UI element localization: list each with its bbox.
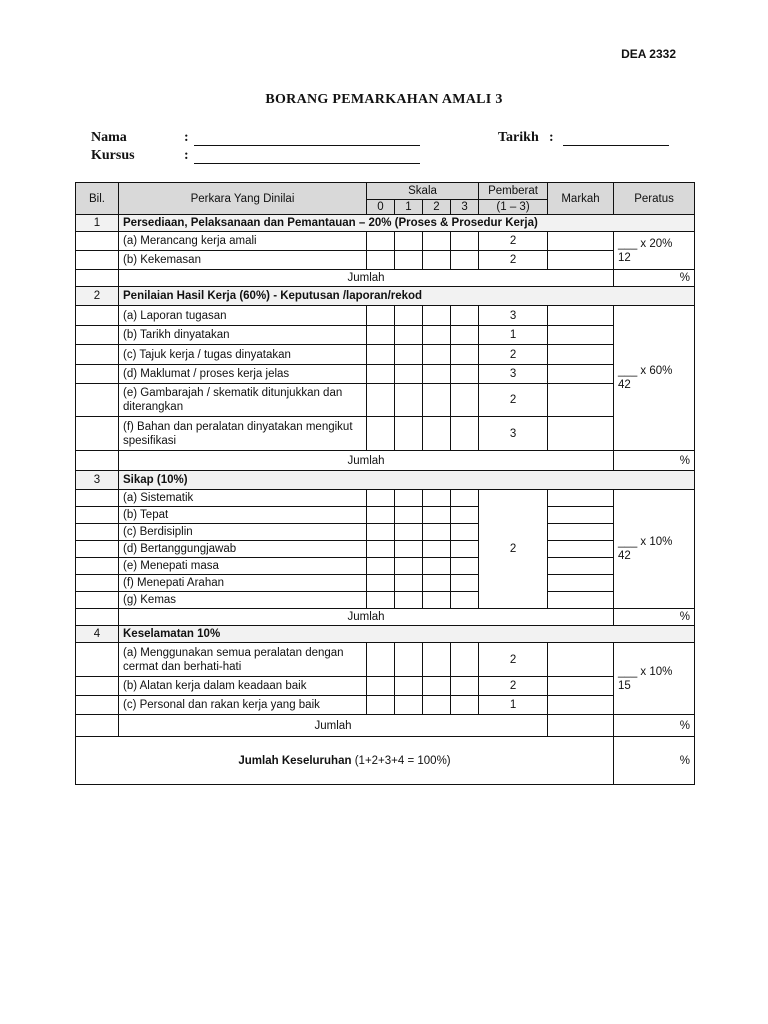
- scale-cell[interactable]: [367, 575, 395, 592]
- scale-cell[interactable]: [367, 558, 395, 575]
- jumlah-label: Jumlah: [119, 609, 614, 626]
- grand-total-label: Jumlah Keseluruhan: [238, 754, 352, 767]
- weight-cell: 3: [479, 306, 548, 326]
- scale-cell[interactable]: [451, 558, 479, 575]
- scale-cell[interactable]: [395, 541, 423, 558]
- criterion-label: (b) Tepat: [119, 507, 367, 524]
- scale-cell[interactable]: [395, 558, 423, 575]
- jumlah-percent: %: [614, 270, 695, 287]
- scale-cell[interactable]: [451, 490, 479, 507]
- criterion-label: (a) Sistematik: [119, 490, 367, 507]
- bil-cell: [76, 232, 119, 251]
- bil-cell: [76, 677, 119, 696]
- peratus-formula: ___ x 10%: [618, 665, 673, 678]
- header-pemberat: Pemberat: [479, 183, 548, 200]
- nama-label: Nama: [91, 130, 127, 145]
- scale-cell[interactable]: [395, 326, 423, 345]
- scale-cell[interactable]: [423, 696, 451, 715]
- section-number: 1: [76, 215, 119, 232]
- criterion-label: (e) Menepati masa: [119, 558, 367, 575]
- section-title: Persediaan, Pelaksanaan dan Pemantauan – 20% (Proses & Prosedur Kerja): [119, 215, 695, 232]
- scale-cell[interactable]: [451, 575, 479, 592]
- markah-cell[interactable]: [548, 592, 614, 609]
- scale-cell[interactable]: [423, 384, 451, 417]
- bil-cell: [76, 541, 119, 558]
- bil-cell: [76, 490, 119, 507]
- markah-cell[interactable]: [548, 326, 614, 345]
- header-peratus: Peratus: [614, 183, 695, 215]
- bil-cell: [76, 451, 119, 471]
- scale-cell[interactable]: [423, 306, 451, 326]
- markah-cell[interactable]: [548, 251, 614, 270]
- criterion-label: (c) Berdisiplin: [119, 524, 367, 541]
- scale-cell[interactable]: [367, 417, 395, 451]
- scale-cell[interactable]: [367, 592, 395, 609]
- scale-cell[interactable]: [395, 384, 423, 417]
- bil-cell: [76, 558, 119, 575]
- markah-cell[interactable]: [548, 541, 614, 558]
- scale-cell[interactable]: [395, 677, 423, 696]
- weight-cell: 1: [479, 326, 548, 345]
- scale-cell[interactable]: [367, 643, 395, 677]
- peratus-cell: [614, 232, 695, 270]
- markah-cell[interactable]: [548, 677, 614, 696]
- scale-cell[interactable]: [395, 592, 423, 609]
- criterion-label: (d) Maklumat / proses kerja jelas: [119, 365, 367, 384]
- header-markah: Markah: [548, 183, 614, 215]
- scale-cell[interactable]: [451, 696, 479, 715]
- bil-cell: [76, 365, 119, 384]
- tarikh-colon: :: [549, 130, 554, 145]
- scale-cell[interactable]: [451, 326, 479, 345]
- bil-cell: [76, 326, 119, 345]
- scale-cell[interactable]: [423, 677, 451, 696]
- scale-cell[interactable]: [423, 251, 451, 270]
- peratus-formula: ___ x 60%: [618, 365, 673, 377]
- bil-cell: [76, 715, 119, 737]
- scale-cell[interactable]: [395, 524, 423, 541]
- criterion-label: (f) Menepati Arahan: [119, 575, 367, 592]
- peratus-formula: ___ x 10%: [618, 536, 673, 548]
- bil-cell: [76, 524, 119, 541]
- scale-cell[interactable]: [423, 575, 451, 592]
- scale-cell[interactable]: [395, 417, 423, 451]
- scale-cell[interactable]: [367, 365, 395, 384]
- bil-cell: [76, 251, 119, 270]
- scale-cell[interactable]: [367, 306, 395, 326]
- scale-cell[interactable]: [423, 592, 451, 609]
- section-number: 4: [76, 626, 119, 643]
- section-title: Penilaian Hasil Kerja (60%) - Keputusan /laporan/rekod: [119, 287, 695, 306]
- scale-cell[interactable]: [367, 507, 395, 524]
- markah-cell[interactable]: [548, 524, 614, 541]
- scale-cell[interactable]: [395, 575, 423, 592]
- scale-cell[interactable]: [423, 507, 451, 524]
- peratus-max: 15: [618, 679, 631, 692]
- scale-cell[interactable]: [367, 677, 395, 696]
- scale-cell[interactable]: [451, 232, 479, 251]
- bil-cell: [76, 575, 119, 592]
- bil-cell: [76, 306, 119, 326]
- scale-cell[interactable]: [423, 490, 451, 507]
- criterion-label: (a) Laporan tugasan: [119, 306, 367, 326]
- weight-cell: 2: [479, 345, 548, 365]
- scale-cell[interactable]: [367, 326, 395, 345]
- criterion-label: (d) Bertanggungjawab: [119, 541, 367, 558]
- scale-cell[interactable]: [423, 345, 451, 365]
- scale-cell[interactable]: [423, 643, 451, 677]
- scale-cell[interactable]: [451, 345, 479, 365]
- criterion-label: (c) Tajuk kerja / tugas dinyatakan: [119, 345, 367, 365]
- grand-total-formula: (1+2+3+4 = 100%): [354, 754, 451, 767]
- grand-total-percent: %: [614, 737, 695, 785]
- criterion-label: (b) Kekemasan: [119, 251, 367, 270]
- markah-cell[interactable]: [548, 575, 614, 592]
- scale-cell[interactable]: [395, 643, 423, 677]
- scale-cell[interactable]: [451, 306, 479, 326]
- header-pemberat-range: (1 – 3): [479, 200, 548, 215]
- scale-cell[interactable]: [395, 345, 423, 365]
- tarikh-label: Tarikh: [498, 130, 539, 145]
- scale-cell[interactable]: [423, 524, 451, 541]
- nama-field[interactable]: [194, 145, 420, 146]
- scale-cell[interactable]: [423, 326, 451, 345]
- markah-cell[interactable]: [548, 715, 614, 737]
- scale-cell[interactable]: [367, 384, 395, 417]
- weight-cell: 2: [479, 490, 548, 609]
- bil-cell: [76, 609, 119, 626]
- markah-cell[interactable]: [548, 507, 614, 524]
- kursus-colon: :: [184, 148, 189, 163]
- weight-cell: 2: [479, 677, 548, 696]
- marking-table: [75, 182, 695, 785]
- weight-cell: 2: [479, 643, 548, 677]
- weight-cell: 2: [479, 232, 548, 251]
- tarikh-field[interactable]: [563, 145, 669, 146]
- bil-cell: [76, 643, 119, 677]
- section-number: 3: [76, 471, 119, 490]
- scale-cell[interactable]: [367, 524, 395, 541]
- criterion-label: (g) Kemas: [119, 592, 367, 609]
- criterion-label: (f) Bahan dan peralatan dinyatakan mengikut spesifikasi: [119, 417, 367, 451]
- scale-cell[interactable]: [395, 232, 423, 251]
- markah-cell[interactable]: [548, 232, 614, 251]
- grand-total-cell: [76, 737, 614, 785]
- peratus-max: 42: [618, 550, 631, 562]
- scale-cell[interactable]: [395, 251, 423, 270]
- scale-cell[interactable]: [451, 384, 479, 417]
- bil-cell: [76, 507, 119, 524]
- section-number: 2: [76, 287, 119, 306]
- weight-cell: 2: [479, 251, 548, 270]
- peratus-cell: [614, 643, 695, 715]
- weight-cell: 3: [479, 417, 548, 451]
- bil-cell: [76, 417, 119, 451]
- jumlah-label: Jumlah: [119, 451, 614, 471]
- scale-cell[interactable]: [367, 490, 395, 507]
- weight-cell: 3: [479, 365, 548, 384]
- form-title: BORANG PEMARKAHAN AMALI 3: [265, 92, 503, 107]
- header-skala-1: 1: [395, 200, 423, 215]
- header-skala: Skala: [367, 183, 479, 200]
- markah-cell[interactable]: [548, 306, 614, 326]
- bil-cell: [76, 345, 119, 365]
- bil-cell: [76, 696, 119, 715]
- criterion-label: (a) Menggunakan semua peralatan dengan cermat dan berhati-hati: [119, 643, 367, 677]
- peratus-max: 42: [618, 379, 631, 391]
- markah-cell[interactable]: [548, 417, 614, 451]
- peratus-cell: [614, 490, 695, 609]
- jumlah-label: Jumlah: [119, 270, 614, 287]
- scale-cell[interactable]: [367, 232, 395, 251]
- scale-cell[interactable]: [367, 541, 395, 558]
- scale-cell[interactable]: [423, 558, 451, 575]
- markah-cell[interactable]: [548, 643, 614, 677]
- scale-cell[interactable]: [423, 365, 451, 384]
- section-title: Sikap (10%): [119, 471, 695, 490]
- scale-cell[interactable]: [395, 507, 423, 524]
- markah-cell[interactable]: [548, 558, 614, 575]
- scale-cell[interactable]: [395, 490, 423, 507]
- jumlah-label: Jumlah: [119, 715, 548, 737]
- scale-cell[interactable]: [451, 417, 479, 451]
- scale-cell[interactable]: [451, 251, 479, 270]
- scale-cell[interactable]: [423, 417, 451, 451]
- header-skala-0: 0: [367, 200, 395, 215]
- scale-cell[interactable]: [395, 306, 423, 326]
- scale-cell[interactable]: [395, 365, 423, 384]
- header-bil: Bil.: [76, 183, 119, 215]
- peratus-max: 12: [618, 251, 631, 264]
- markah-cell[interactable]: [548, 345, 614, 365]
- nama-colon: :: [184, 130, 189, 145]
- weight-cell: 1: [479, 696, 548, 715]
- weight-cell: 2: [479, 384, 548, 417]
- header-perkara: Perkara Yang Dinilai: [119, 183, 367, 215]
- peratus-cell: [614, 306, 695, 451]
- scale-cell[interactable]: [451, 541, 479, 558]
- scale-cell[interactable]: [451, 592, 479, 609]
- scale-cell[interactable]: [451, 507, 479, 524]
- scale-cell[interactable]: [451, 524, 479, 541]
- scale-cell[interactable]: [367, 345, 395, 365]
- markah-cell[interactable]: [548, 696, 614, 715]
- scale-cell[interactable]: [367, 251, 395, 270]
- scale-cell[interactable]: [451, 365, 479, 384]
- markah-cell[interactable]: [548, 365, 614, 384]
- scale-cell[interactable]: [451, 677, 479, 696]
- scale-cell[interactable]: [423, 541, 451, 558]
- document-code: DEA 2332: [621, 47, 676, 61]
- kursus-field[interactable]: [194, 163, 420, 164]
- scale-cell[interactable]: [395, 696, 423, 715]
- criterion-label: (a) Merancang kerja amali: [119, 232, 367, 251]
- bil-cell: [76, 270, 119, 287]
- header-skala-2: 2: [423, 200, 451, 215]
- criterion-label: (b) Tarikh dinyatakan: [119, 326, 367, 345]
- bil-cell: [76, 592, 119, 609]
- peratus-formula: ___ x 20%: [618, 237, 673, 250]
- header-skala-3: 3: [451, 200, 479, 215]
- bil-cell: [76, 384, 119, 417]
- scale-cell[interactable]: [367, 696, 395, 715]
- criterion-label: (b) Alatan kerja dalam keadaan baik: [119, 677, 367, 696]
- markah-cell[interactable]: [548, 384, 614, 417]
- criterion-label: (c) Personal dan rakan kerja yang baik: [119, 696, 367, 715]
- jumlah-percent: %: [614, 609, 695, 626]
- jumlah-percent: %: [614, 451, 695, 471]
- scale-cell[interactable]: [423, 232, 451, 251]
- markah-cell[interactable]: [548, 490, 614, 507]
- section-title: Keselamatan 10%: [119, 626, 695, 643]
- criterion-label: (e) Gambarajah / skematik ditunjukkan dan diterangkan: [119, 384, 367, 417]
- kursus-label: Kursus: [91, 148, 135, 163]
- jumlah-percent: %: [614, 715, 695, 737]
- scale-cell[interactable]: [451, 643, 479, 677]
